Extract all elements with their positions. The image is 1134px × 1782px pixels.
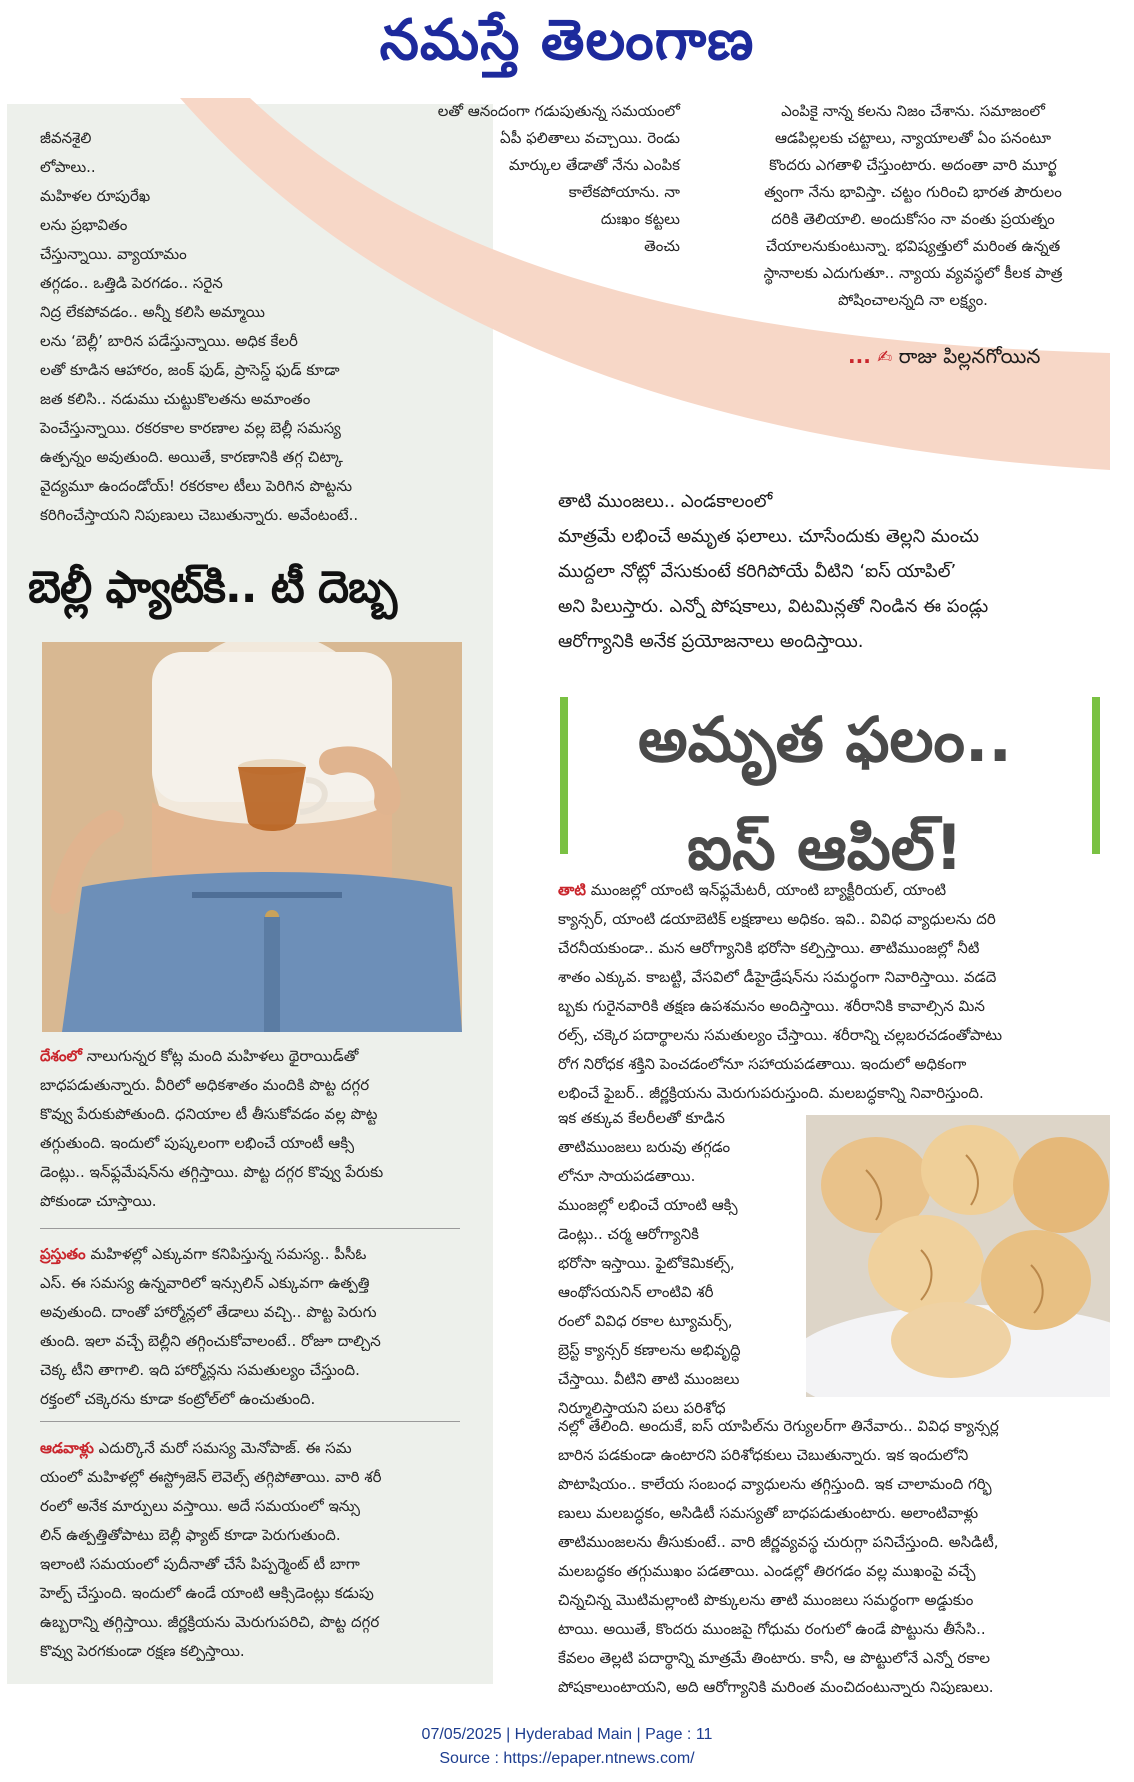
section-text: ఎదుర్కొనే మరో సమస్య మెనోపాజ్. ఈ సమ యంలో మహిళల్లో ఈస్ట్రోజెన్ లెవెల్స్ తగ్గిపోతాయి. వారి శరీ రంలో అనేక మార్పులు వస్తాయి. అదే సమయంలో ఇన్సు లిన్ ఉత్పత్తితోపాటు బెల్లీ ఫ్యాట్ కూడా పెరుగుతుంది. ఇలాంటి సమయంలో పుదీనాతో చేసే పిప్పర్మెంట్ టీ బాగా హెల్ప్ చేస్తుంది. ఇందులో ఉండే యాంటి ఆక్సిడెంట్లు కడుపు ఉబ్బరాన్ని తగ్గిస్తాయి. జీర్ణక్రియను మెరుగుపరిచి, పొట్ట దగ్గర కొవ్వు పెరగకుండా రక్షణ కల్పిస్తాయి. — [40, 1439, 382, 1660]
ice-apple-body-bottom: నల్లో తేలింది. అందుకే, ఐస్ యాపిల్‌ను రెగ్యులర్‌గా తినేవారు.. వివిధ క్యాన్సర్ల బారిన పడకుండా ఉంటారని పరిశోధకులు చెబుతున్నారు. ఇక ఇందులోని పొటాషియం.. కాలేయ సంబంధ వ్యాధులను తగ్గిస్తుంది. ఇక చాలామంది గర్భి ణులు మలబద్ధకం, అసిడిటీ సమస్యతో బాధపడుతుంటారు. అలాంటివాళ్లు తాటిముంజలను తీసుకుంటే.. వారి జీర్ణవ్యవస్థ చురుగ్గా పనిచేస్తుంది. అసిడిటీ, మలబద్ధకం తగ్గుముఖం పడతాయి. ఎండల్లో తిరగడం వల్ల ముఖంపై వచ్చే చిన్నచిన్న మొటిమల్లాంటి పొక్కులను తాటి ముంజలు సమర్థంగా అడ్డుకుం టాయి. అయితే, కొందరు ముంజపై గోధుమ రంగులో ఉండే పొట్టును తీసేసి.. కేవలం తెల్లటి పదార్థాన్ని మాత్రమే తింటారు. కానీ, ఆ పొట్టులోనే ఎన్నో రకాల పోషకాలుంటాయని, అది ఆరోగ్యానికి మరింత మంచిదంటున్నారు నిపుణులు. — [558, 1417, 999, 1696]
quote-column-2: ఎంపికై నాన్న కలను నిజం చేశాను. సమాజంలో ఆడపిల్లలకు చట్టాలు, న్యాయాలతో ఏం పనంటూ కొందరు ఎగతాళి చేస్తుంటారు. అదంతా వారి మూర్ఖ త్వంగా నేను భావిస్తా. చట్టం గురించి భారత పౌరులం దరికి తెలియాలి. అందుకోసం నా వంతు ప్రయత్నం చేయాలనుకుంటున్నా. భవిష్యత్తులో మరింత ఉన్నత స్థానాలకు ఎదుగుతూ.. న్యాయ వ్యవస్థలో కీలక పాత్ర పోషించాలన్నది నా లక్ష్యం. — [763, 102, 1063, 309]
section-kicker: దేశంలో — [40, 1047, 82, 1065]
right-lead-paragraph: తాటి ముంజలు.. ఎండకాలంలో మాత్రమే లభించే అమృత ఫలాలు. చూసేందుకు తెల్లని మంచు ముద్దలా నోట్లో వేసుకుంటే కరిగిపోయే వీటిని ‘ఐస్ యాపిల్’ అని పిలుస్తారు. ఎన్నో పోషకాలు, విటమిన్లతో నిండిన ఈ పండ్లు ఆరోగ్యానికి అనేక ప్రయోజనాలు అందిస్తాయి. — [558, 491, 989, 652]
section-kicker: తాటి — [558, 881, 586, 899]
left-headline: బెల్లీ ఫ్యాట్‌కి.. టీ దెబ్బ — [28, 562, 397, 613]
tea-section-peppermint — [40, 1434, 480, 1666]
quote-column-1: లతో ఆనందంగా గడుపుతున్న సమయంలో ఏపీ ఫలితాలు వచ్చాయి. రెండు మార్కుల తేడాతో నేను ఎంపిక కాలేకపోయాను. నా దుఃఖం కట్టలు తెంచు — [437, 102, 680, 255]
right-headline: అమృత ఫలం.. ఐస్ ఆపిల్! — [638, 703, 1012, 884]
left-intro-paragraph: జీవనశైలి లోపాలు.. మహిళల రూపురేఖ లను ప్రభావితం చేస్తున్నాయి. వ్యాయామం తగ్గడం.. ఒత్తిడి పెరగడం.. సరైన నిద్ర లేకపోవడం.. అన్నీ కలిసి అమ్మాయి లను ‘బెల్లీ’ బారిన పడేస్తున్నాయి. అధిక కేలరీ లతో కూడిన ఆహారం, జంక్ ఫుడ్, ప్రాసెస్డ్ ఫుడ్ కూడా జత కలిసి.. నడుము చుట్టుకొలతను అమాంతం పెంచేస్తున్నాయి. రకరకాల కారణాల వల్ల బెల్లీ సమస్య ఉత్పన్నం అవుతుంది. అయితే, కారణానికి తగ్గ చిట్కా వైద్యమూ ఉందండోయ్! రకరకాల టీలు పెరిగిన పొట్టను కరిగించేస్తాయని నిపుణులు చెబుతున్నారు. అవేంటంటే.. — [40, 129, 359, 524]
accent-bar-left — [560, 697, 568, 854]
section-divider — [40, 1228, 460, 1229]
section-text: మహిళల్లో ఎక్కువగా కనిపిస్తున్న సమస్య.. పీసీఓ ఎస్. ఈ సమస్య ఉన్నవారిలో ఇన్సులిన్ ఎక్కువగా ఉత్పత్తి అవుతుంది. దాంతో హార్మోన్లలో తేడాలు వచ్చి.. పొట్ట పెరుగు తుంది. ఇలా వచ్చే బెల్లీని తగ్గించుకోవాలంటే.. రోజూ దాల్చిన చెక్క టీని తాగాలి. ఇది హార్మోన్లను సమతుల్యం చేస్తుంది. రక్తంలో చక్కెరను కూడా కంట్రోల్‌లో ఉంచుతుంది. — [40, 1245, 381, 1408]
section-kicker: ప్రస్తుతం — [40, 1245, 86, 1263]
section-kicker: ఆడవాళ్లు — [40, 1439, 94, 1457]
ice-apple-photo — [806, 1115, 1110, 1397]
belly-tea-illustration — [42, 642, 462, 1032]
ice-apple-body-middle: ఇక తక్కువ కేలరీలతో కూడిన తాటిముంజలు బరువు తగ్గడం లోనూ సాయపడతాయి. ముంజల్లో లభించే యాంటి ఆక్సి డెంట్లు.. చర్మ ఆరోగ్యానికి భరోసా ఇస్తాయి. ఫైటోకెమికల్స్, ఆంథోసయనిన్ లాంటివి శరీ రంలో వివిధ రకాల ట్యూమర్స్, బ్రెస్ట్ క్యాన్సర్ కణాలను అభివృద్ధి చేస్తాయి. వీటిని తాటి ముంజలు నిర్మూలిస్తాయని పలు పరిశోధ — [558, 1109, 741, 1417]
section-divider — [40, 1421, 460, 1422]
masthead-logo: నమస్తే తెలంగాణ — [379, 8, 755, 73]
ice-apple-body-top — [558, 876, 1118, 1108]
byline — [848, 342, 1118, 372]
pen-icon: ✍ — [877, 347, 893, 368]
section-text: ముంజల్లో యాంటి ఇన్‌ఫ్లమేటరీ, యాంటి బ్యాక్టీరియల్, యాంటి క్యాన్సర్, యాంటి డయాబెటిక్ లక్షణాలు అధికం. ఇవి.. వివిధ వ్యాధులను దరి చేరనీయకుండా.. మన ఆరోగ్యానికి భరోసా కల్పిస్తాయి. తాటిముంజల్లో నీటి శాతం ఎక్కువ. కాబట్టి, వేసవిలో డీహైడ్రేషన్‌ను సమర్థంగా నివారిస్తాయి. వడదె బ్బకు గురైనవారికి తక్షణ ఉపశమనం అందిస్తాయి. శరీరానికి కావాల్సిన మిన రల్స్, చక్కెర పదార్థాలను సమతుల్యం చేస్తాయి. శరీరాన్ని చల్లబరచడంతోపాటు రోగ నిరోధక శక్తిని పెంచడంలోనూ సహాయపడతాయి. ఇందులో అధికంగా లభించే ఫైబర్.. జీర్ణక్రియను మెరుగుపరుస్తుంది. మలబద్ధకాన్ని నివారిస్తుంది. — [558, 881, 1003, 1102]
footer-source[interactable]: Source : https://epaper.ntnews.com/ — [439, 1750, 695, 1767]
tea-section-coriander — [40, 1042, 480, 1216]
belly-tea-photo — [42, 642, 462, 1032]
footer-dateline: 07/05/2025 | Hyderabad Main | Page : 11 — [421, 1726, 713, 1743]
section-text: నాలుగున్నర కోట్ల మంది మహిళలు థైరాయిడ్‌తో బాధపడుతున్నారు. వీరిలో అధికశాతం మందికి పొట్ట దగ్గర కొవ్వు పేరుకుపోతుంది. ధనియాల టీ తీసుకోవడం వల్ల పొట్ట తగ్గుతుంది. ఇందులో పుష్కలంగా లభించే యాంటీ ఆక్సి డెంట్లు.. ఇన్‌ఫ్లమేషన్‌ను తగ్గిస్తాయి. పొట్ట దగ్గర కొవ్వు పేరుకు పోకుండా చూస్తాయి. — [40, 1047, 384, 1210]
ice-apple-illustration — [806, 1115, 1110, 1397]
accent-bar-right — [1092, 697, 1100, 854]
tea-section-cinnamon — [40, 1240, 480, 1414]
byline-dots: ... — [848, 344, 871, 368]
byline-name: రాజు పిల్లనగోయిన — [898, 344, 1041, 368]
